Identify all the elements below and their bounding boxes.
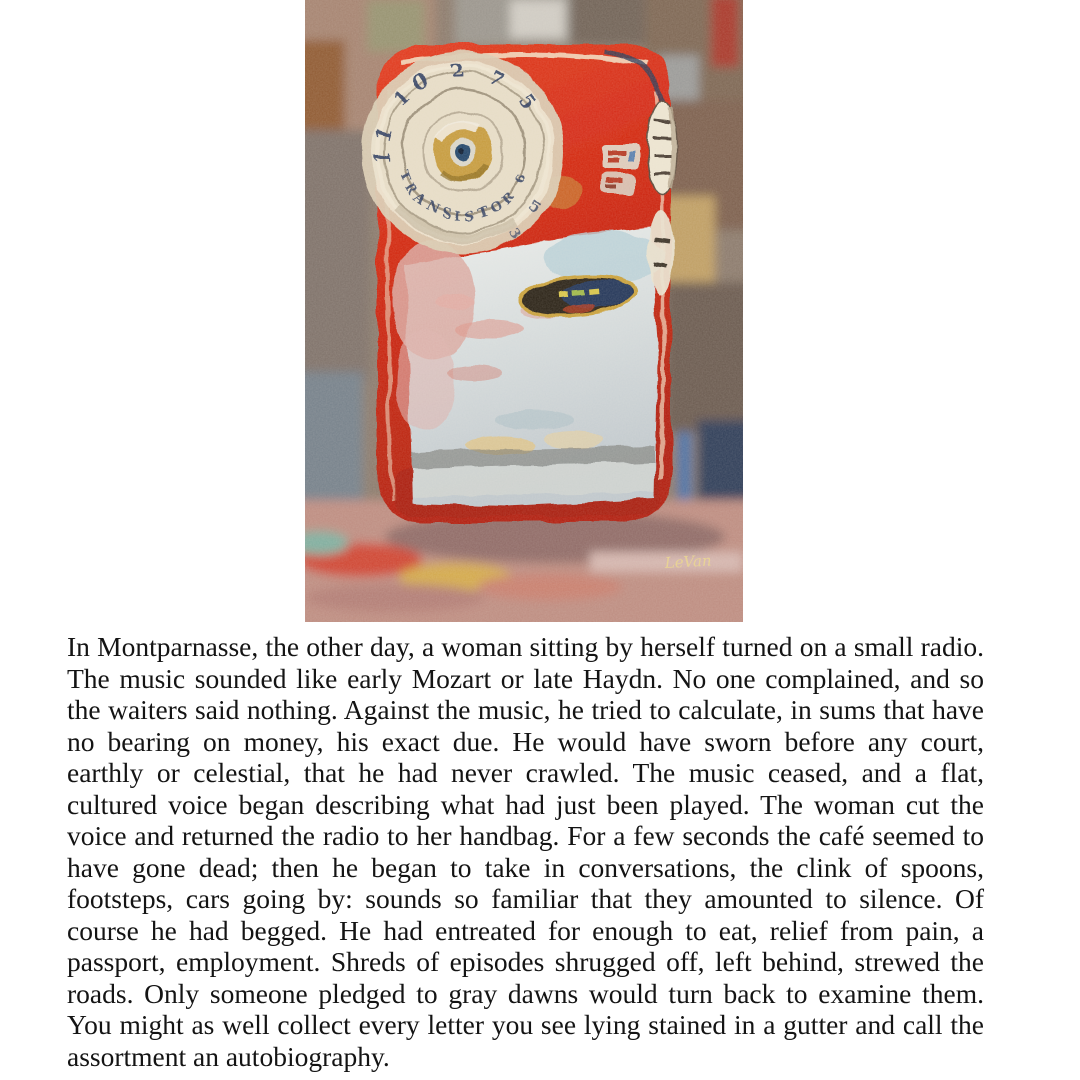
radio-painting xyxy=(305,0,743,622)
story-paragraph: In Montparnasse, the other day, a woman sitting by herself turned on a small radio. The music sounded like early Mozart or late Haydn. No one complained, and so the waiters said nothing. Against the music, he tried to calculate, in sums that have no bearing on money, his exact due. He would have sworn before any court, earthly or celestial, that he had never crawled. The music ceased, and a flat, cultured voice began describing what had just been played. The woman cut the voice and returned the radio to her handbag. For a few seconds the café seemed to have gone dead; then he began to take in conversations, the clink of spoons, footsteps, cars going by: sounds so familiar that they amounted to silence. Of course he had begged. He had entreated for enough to eat, relief from pain, a passport, employment. Shreds of episodes shrugged off, left behind, strewed the roads. Only someone pledged to gray dawns would turn back to examine them. You might as well collect every letter you see lying stained in a gutter and call the assortment an autobiography. xyxy=(67,631,984,1072)
radio-painting-canvas xyxy=(305,0,743,622)
canvas-grain-overlay xyxy=(305,0,743,622)
